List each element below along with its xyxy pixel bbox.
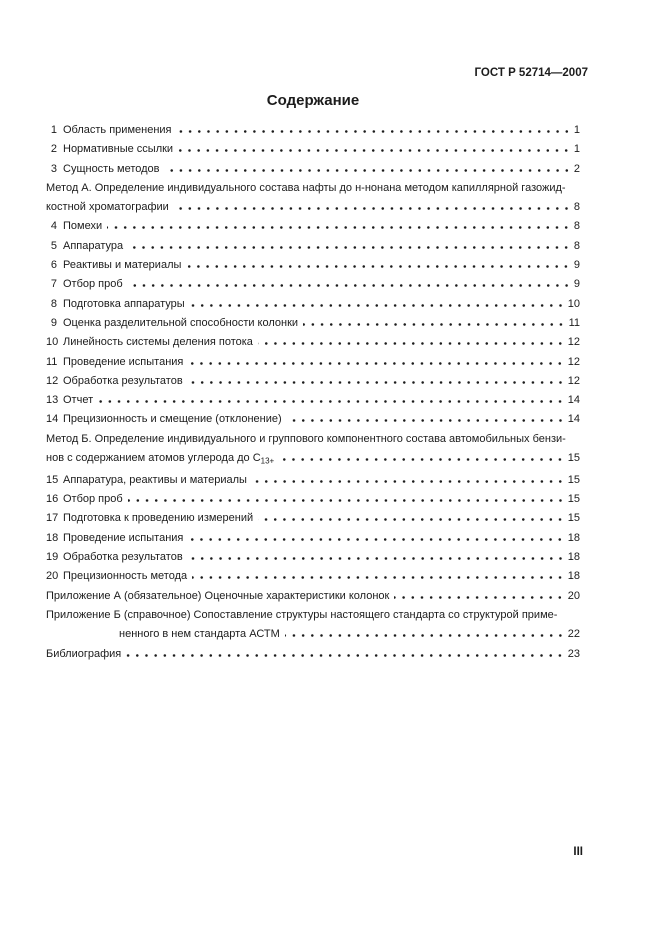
- toc-entry-number: 18: [46, 531, 59, 544]
- toc-entry: [46, 333, 580, 352]
- toc-entry-number: 7: [50, 278, 57, 291]
- toc-entry-number: 1: [50, 124, 57, 136]
- toc-entry-number: 3: [50, 162, 57, 175]
- toc-entry-page: 1: [573, 143, 580, 156]
- toc-entry-page: 23: [567, 647, 580, 660]
- toc-entry-label-continued: ненного в нем стандарта АСТМ: [119, 628, 280, 641]
- toc-entry-number: 6: [50, 259, 57, 272]
- toc-entry-number: 12: [46, 374, 59, 387]
- toc-entry: [46, 275, 580, 294]
- dot-leader: [252, 480, 565, 483]
- toc-entry-label: Область применения: [63, 124, 172, 136]
- toc-entry-page: 10: [567, 297, 580, 310]
- table-of-contents: [46, 121, 580, 664]
- toc-entry-label-continued: нов с содержанием атомов углерода до $C_{13+}$: [46, 452, 275, 466]
- toc-entry-label: Отбор проб: [63, 278, 123, 291]
- toc-entry-label: Оценка разделительной способности колонки: [63, 316, 299, 329]
- toc-entry: [46, 430, 580, 471]
- toc-entry-page: 2: [573, 162, 580, 175]
- toc-entry-number: 20: [46, 570, 59, 583]
- toc-entry-number: 2: [50, 143, 57, 156]
- dot-leader: [126, 654, 565, 657]
- toc-entry-page: 8: [573, 201, 580, 214]
- dot-leader: [188, 538, 564, 541]
- toc-entry: [46, 391, 580, 410]
- toc-entry: [46, 509, 580, 528]
- dot-leader: [394, 596, 564, 599]
- toc-entry-page: 11: [568, 316, 580, 329]
- toc-entry: [46, 529, 580, 548]
- toc-entry-label: Аппаратура, реактивы и материалы: [63, 473, 247, 486]
- toc-entry-label: Подготовка к проведению измерений: [63, 512, 254, 525]
- toc-entry: [46, 490, 580, 509]
- toc-entry: [46, 410, 580, 429]
- toc-entry-number: 4: [50, 220, 57, 233]
- dot-leader: [287, 419, 565, 422]
- dot-leader: [128, 246, 571, 249]
- dot-leader: [192, 576, 565, 579]
- toc-entry-page: 12: [567, 355, 580, 368]
- toc-entry-page: 8: [573, 239, 580, 252]
- toc-entry-label: Проведение испытания: [63, 531, 184, 544]
- toc-entry-page: 14: [567, 394, 580, 407]
- toc-entry: [46, 606, 580, 645]
- dot-leader: [128, 284, 571, 287]
- toc-entry-page: 15: [567, 512, 580, 525]
- toc-entry-page: 9: [573, 259, 580, 272]
- toc-entry: [46, 548, 580, 567]
- toc-entry-label-continued: костной хроматографии: [46, 201, 169, 214]
- toc-entry-number: 5: [50, 239, 57, 252]
- toc-entry-page: 15: [567, 473, 580, 486]
- dot-leader: [188, 557, 565, 560]
- toc-entry: [46, 587, 580, 606]
- dot-leader: [258, 342, 565, 345]
- toc-entry-number: 9: [50, 316, 57, 329]
- dot-leader: [98, 400, 565, 403]
- dot-leader: [188, 381, 565, 384]
- toc-entry-page: 20: [567, 589, 580, 602]
- toc-entry-number: 15: [46, 473, 59, 486]
- toc-entry: [46, 237, 580, 256]
- toc-entry-page: 18: [567, 531, 580, 544]
- toc-entry-number: 14: [46, 413, 59, 426]
- subscript-c13plus: 13+: [260, 456, 275, 466]
- toc-entry-page: 8: [573, 220, 580, 233]
- toc-entry-label: Библиография: [46, 647, 122, 660]
- toc-entry: [46, 256, 580, 275]
- toc-entry: [46, 372, 580, 391]
- toc-entry-label: Обработка результатов: [63, 551, 183, 564]
- dot-leader: [279, 458, 565, 461]
- toc-entry-page: 18: [567, 570, 580, 583]
- toc-entry: [46, 645, 580, 664]
- toc-entry-page: 1: [573, 124, 580, 136]
- toc-title: Содержание: [266, 92, 360, 109]
- toc-entry-label: Метод А. Определение индивидуального состава нафты до н-нонана методом капиллярной газожид-: [46, 181, 566, 194]
- toc-entry-page: 9: [573, 278, 580, 291]
- toc-entry-label: Линейность системы деления потока: [63, 336, 253, 349]
- dot-leader: [107, 226, 571, 229]
- dot-leader: [190, 304, 565, 307]
- toc-entry-label: Приложение Б (справочное) Сопоставление структуры настоящего стандарта со структурой приме-: [46, 608, 558, 621]
- toc-entry-number: 17: [46, 512, 59, 525]
- dot-leader: [303, 323, 566, 326]
- toc-entry-label: Метод Б. Определение индивидуального и группового компонентного состава автомобильных бензи-: [46, 432, 566, 445]
- toc-entry-number: 8: [50, 297, 57, 310]
- toc-entry-number: 19: [46, 551, 59, 564]
- toc-entry-number: 11: [46, 355, 58, 368]
- dot-leader: [174, 207, 571, 210]
- dot-leader: [186, 265, 570, 268]
- toc-entry-page: 15: [567, 493, 580, 506]
- dot-leader: [128, 499, 565, 502]
- toc-entry-label: Обработка результатов: [63, 374, 183, 387]
- page-folio: III: [573, 846, 583, 858]
- toc-entry-number: 10: [46, 336, 59, 349]
- toc-entry-label: Отчет: [63, 394, 94, 407]
- toc-entry-label: Реактивы и материалы: [63, 259, 182, 272]
- toc-entry-label: Нормативные ссылки: [63, 143, 174, 156]
- toc-entry-number: 16: [46, 493, 59, 506]
- toc-entry: [46, 471, 580, 490]
- dot-leader: [188, 362, 564, 365]
- toc-entry-page: 12: [567, 336, 580, 349]
- toc-entry-label: Сущность методов: [63, 162, 160, 175]
- toc-entry-number: 13: [46, 394, 59, 407]
- toc-entry: [46, 353, 580, 372]
- toc-entry-label: Подготовка аппаратуры: [63, 297, 185, 310]
- dot-leader: [258, 518, 565, 521]
- toc-entry-label: Приложение А (обязательное) Оценочные характеристики колонок: [46, 589, 390, 602]
- toc-entry-page: 18: [567, 551, 580, 564]
- toc-entry-label: Проведение испытания: [63, 355, 184, 368]
- dot-leader: [285, 634, 565, 637]
- dot-leader: [178, 149, 571, 152]
- toc-entry: [46, 217, 580, 236]
- toc-entry: [46, 160, 580, 179]
- toc-entry-page: 12: [567, 374, 580, 387]
- toc-entry-label: Помехи: [63, 220, 103, 233]
- standard-designation: ГОСТ Р 52714—2007: [474, 67, 588, 79]
- dot-leader: [165, 169, 571, 172]
- dot-leader: [177, 130, 571, 133]
- toc-entry: [46, 121, 580, 140]
- toc-entry: [46, 179, 580, 218]
- toc-entry: [46, 140, 580, 159]
- toc-entry: [46, 295, 580, 314]
- toc-entry-page: 15: [567, 452, 580, 465]
- toc-entry: [46, 567, 580, 586]
- toc-entry-label: Прецизионность и смещение (отклонение): [63, 413, 282, 426]
- toc-entry-label: Отбор проб: [63, 493, 123, 506]
- toc-entry-page: 14: [567, 413, 580, 426]
- toc-entry-label: Аппаратура: [63, 239, 124, 252]
- toc-entry-page: 22: [567, 628, 580, 641]
- toc-entry: [46, 314, 580, 333]
- toc-entry-label: Прецизионность метода: [63, 570, 188, 583]
